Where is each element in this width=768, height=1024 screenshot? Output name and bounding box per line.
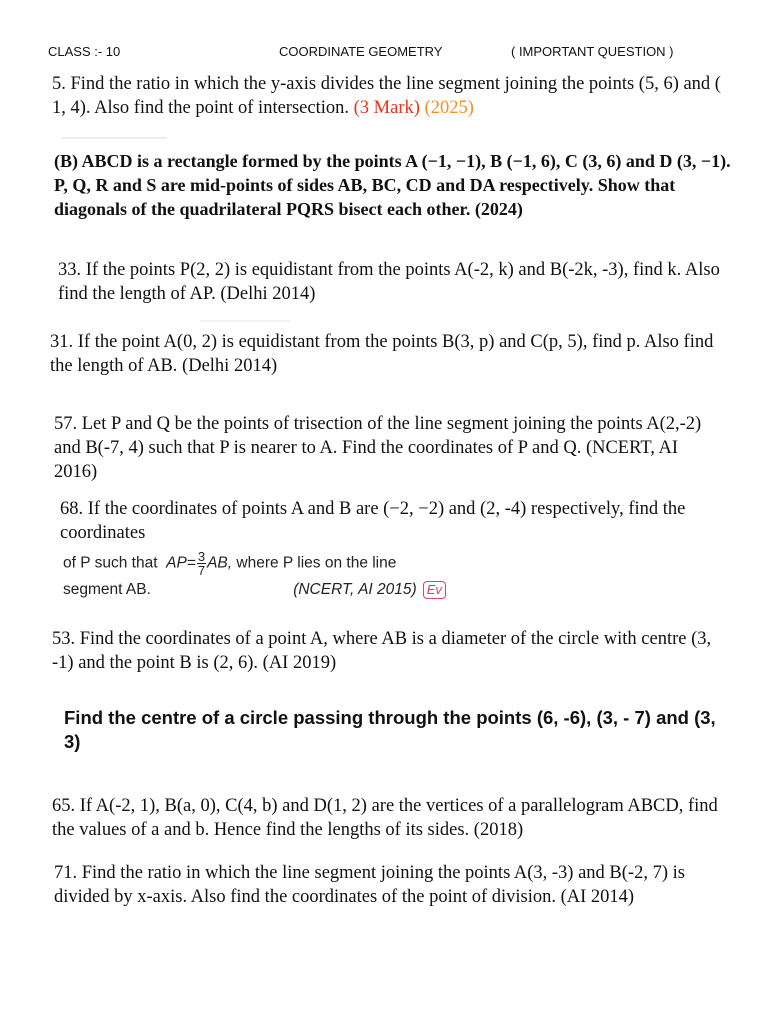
question-33-text: 33. If the points P(2, 2) is equidistant from the points A(-2, k) and B(-2k, -3), find k. Also find the length of AP. (Delhi 2014)	[58, 260, 720, 304]
fraction	[197, 550, 206, 577]
question-b-text: (B) ABCD is a rectangle formed by the points A (−1, −1), B (−1, 6), C (3, 6) and D (3, −1). P, Q, R and S are mid-points of sides AB, BC, CD and DA respectively. Show that diagonals of the quadrilateral PQRS bisect each other. (2024)	[54, 151, 731, 219]
fraction-numerator: 3	[197, 549, 206, 564]
subject-title: COORDINATE GEOMETRY	[279, 44, 443, 59]
q68-part-d: where P lies on the line	[236, 554, 397, 572]
question-68-text: 68. If the coordinates of points A and B are (−2, −2) and (2, -4) respectively, find the coordinates	[60, 499, 686, 543]
question-68-math-line-2	[63, 579, 768, 601]
q68-part-a: of P such that	[63, 554, 158, 572]
divider	[62, 137, 166, 139]
question-71	[0, 861, 768, 909]
question-b	[0, 149, 768, 221]
q68-segment: segment AB.	[63, 581, 151, 598]
question-5-body	[52, 72, 728, 120]
question-65-text: 65. If A(-2, 1), B(a, 0), C(4, b) and D(1, 2) are the vertices of a parallelogram ABCD, find the values of a and b. Hence find the lengths of its sides. (2018)	[52, 796, 718, 840]
question-5-marks: (3 Mark)	[353, 98, 420, 118]
question-57-text: 57. Let P and Q be the points of trisection of the line segment joining the points A(2,-2) and B(-7, 4) such that P is nearer to A. Find the coordinates of P and Q. (NCERT, AI 2016)	[54, 414, 702, 482]
question-circle	[0, 706, 768, 754]
question-5-year: (2025)	[424, 98, 474, 118]
question-65	[0, 794, 768, 842]
question-circle-text: Find the centre of a circle passing through the points (6, -6), (3, - 7) and (3, 3)	[64, 707, 716, 752]
question-33	[0, 258, 768, 306]
question-68-math-line-1	[63, 550, 768, 577]
question-31	[0, 330, 768, 378]
question-71-text: 71. Find the ratio in which the line segment joining the points A(3, -3) and B(-2, 7) is divided by x-axis. Also find the coordinates of the point of division. (AI 2014)	[54, 863, 685, 907]
question-68-math	[0, 550, 768, 601]
divider	[200, 320, 290, 322]
question-5	[0, 72, 768, 120]
q68-part-b: AP=	[166, 554, 196, 572]
ev-badge-icon: Ev	[423, 581, 446, 599]
fraction-denominator: 7	[197, 563, 206, 578]
important-tag: ( IMPORTANT QUESTION )	[511, 44, 674, 59]
class-label: CLASS :- 10	[48, 44, 121, 59]
question-5-text: 5. Find the ratio in which the y-axis divides the line segment joining the points (5, 6) and ( 1, 4). Also find the point of intersection.	[52, 74, 721, 118]
q68-part-c: AB,	[207, 554, 233, 572]
question-31-text: 31. If the point A(0, 2) is equidistant from the points B(3, p) and C(p, 5), find p. Also find the length of AB. (Delhi 2014)	[50, 332, 714, 376]
question-53	[0, 627, 768, 675]
q68-source: (NCERT, AI 2015)	[293, 581, 417, 598]
question-68	[0, 497, 768, 545]
question-53-text: 53. Find the coordinates of a point A, where AB is a diameter of the circle with centre (3, -1) and the point B is (2, 6). (AI 2019)	[52, 629, 712, 673]
question-57	[0, 412, 768, 484]
